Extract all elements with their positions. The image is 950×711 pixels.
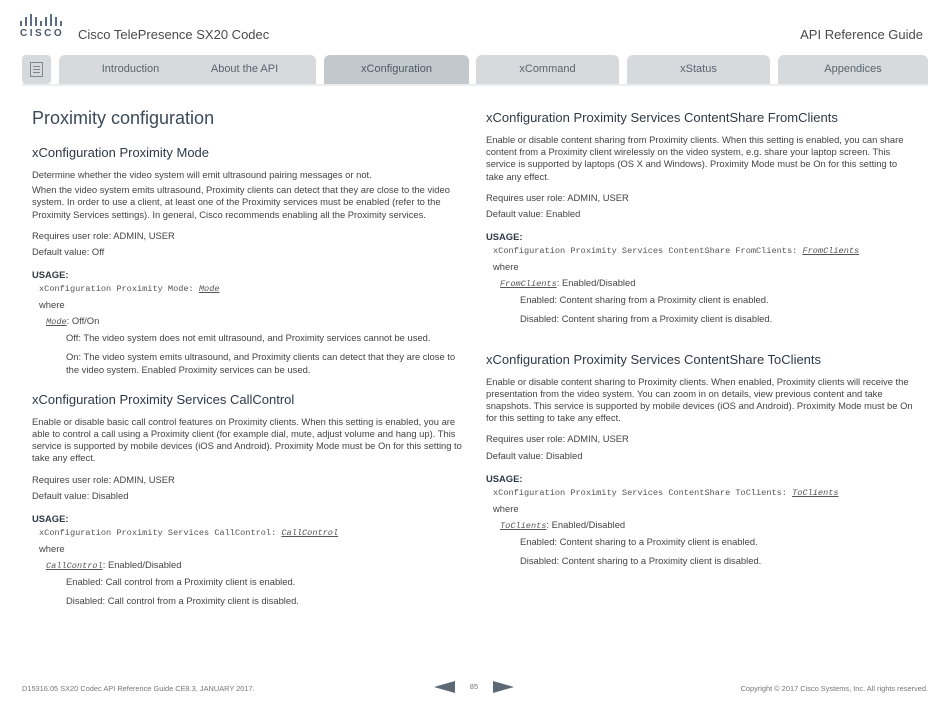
default-value: Default value: Disabled [486,449,583,461]
usage-label: USAGE: [32,513,69,525]
next-page-icon[interactable] [493,681,514,693]
description: When the video system emits ultrasound, Proximity clients can detect that they are close to the video system. In order to use a client, at least one of the Proximity services must be enabled (refer to the Proximity Services settings). In general, Cisco recommends enabling all the Proximity services. [32,184,450,220]
usage-label: USAGE: [486,231,523,243]
section-callcontrol [32,392,462,608]
description: Enable or disable content sharing from Proximity clients. When this setting is enabled, you can share content from a Proximity client wirelessly on the video system, e.g. share your laptop screen. This service is supported by laptops (OS X and Windows). Proximity Mode must be On for this setting to take any effect. [486,134,904,182]
default-value: Default value: Off [32,246,105,258]
page-header [0,0,950,52]
where-label: where [39,543,65,555]
right-column [486,110,916,583]
section-title: xConfiguration Proximity Services ContentShare FromClients [486,110,838,125]
previous-page-icon[interactable] [434,681,455,693]
option-description: On: The video system emits ultrasound, and Proximity clients can detect that they are close to the video system. Enabled Proximity services can be used. [66,351,456,375]
table-of-contents-button[interactable] [22,55,51,84]
user-role: Requires user role: ADMIN, USER [32,229,175,241]
page-number: 85 [469,682,479,691]
usage-label: USAGE: [486,472,523,484]
parameter: FromClients: Enabled/Disabled [500,277,636,290]
section-contentshare-fromclients [486,110,916,326]
description: Determine whether the video system will emit ultrasound pairing messages or not. [32,169,372,180]
option-description: Enabled: Content sharing from a Proximity client is enabled. [520,294,769,306]
user-role: Requires user role: ADMIN, USER [486,191,629,203]
option-description: Enabled: Call control from a Proximity client is enabled. [66,576,296,588]
parameter: Mode: Off/On [46,315,100,328]
section-title: xConfiguration Proximity Mode [32,145,210,160]
section-contentshare-toclients [486,352,916,568]
page-navigation [434,679,514,695]
cisco-logo [20,14,66,40]
page-heading: Proximity configuration [32,108,215,128]
table-of-contents-icon [30,62,43,77]
copyright: Copyright © 2017 Cisco Systems, Inc. All rights reserved. [740,684,928,693]
tab-xcommand[interactable]: xCommand [476,55,619,84]
option-description: Disabled: Call control from a Proximity client is disabled. [66,595,299,607]
navigation-tabs [22,55,928,85]
section-proximity-mode [32,145,462,376]
section-title: xConfiguration Proximity Services ContentShare ToClients [486,351,822,367]
tab-introduction[interactable]: Introduction [59,55,202,84]
user-role: Requires user role: ADMIN, USER [32,473,175,485]
parameter: CallControl: Enabled/Disabled [46,559,182,572]
tab-xconfiguration[interactable]: xConfiguration [324,55,469,84]
where-label: where [39,299,65,311]
option-description: Off: The video system does not emit ultrasound, and Proximity services cannot be used. [66,332,431,344]
usage-syntax: xConfiguration Proximity Services CallControl: CallControl [39,528,339,539]
document-id: D15316.05 SX20 Codec API Reference Guide CE8.3, JANUARY 2017. [22,684,255,693]
tab-about-the-api[interactable]: About the API [173,55,316,84]
default-value: Default value: Disabled [32,489,129,501]
guide-title: API Reference Guide [800,27,923,42]
where-label: where [493,261,519,273]
usage-syntax: xConfiguration Proximity Services ContentShare ToClients: ToClients [493,487,839,498]
logo-text: CISCO [20,28,65,39]
option-description: Disabled: Content sharing to a Proximity client is disabled. [520,555,762,567]
description: Enable or disable content sharing to Proximity clients. When enabled, Proximity clients will receive the presentation from the video system. You can zoom in on details, view previous content and take snapshots. This service is supported by mobile devices (iOS and Android). Proximity Mode must be On for this setting to take any effect. [486,375,913,424]
usage-syntax: xConfiguration Proximity Services ContentShare FromClients: FromClients [493,246,860,257]
usage-syntax: xConfiguration Proximity Mode: Mode [39,284,220,295]
tab-xstatus[interactable]: xStatus [627,55,770,84]
section-title: xConfiguration Proximity Services CallControl [32,391,295,407]
user-role: Requires user role: ADMIN, USER [486,433,629,445]
option-description: Enabled: Content sharing to a Proximity client is enabled. [520,535,758,547]
default-value: Default value: Enabled [486,208,581,220]
parameter: ToClients: Enabled/Disabled [500,518,626,531]
tab-appendices[interactable]: Appendices [778,55,928,84]
left-column [32,100,462,623]
description: Enable or disable basic call control features on Proximity clients. When this setting is enabled, you are able to control a call using a Proximity client (for example dial, mute, adjust volume and hang up). This service is supported by mobile devices (iOS and Android). Proximity Mode must be On for this setting to take any effect. [32,415,462,464]
option-description: Disabled: Content sharing from a Proximity client is disabled. [520,313,773,325]
usage-label: USAGE: [32,269,69,281]
where-label: where [493,502,519,514]
product-title: Cisco TelePresence SX20 Codec [78,27,270,42]
tab-bar-divider [22,84,928,86]
